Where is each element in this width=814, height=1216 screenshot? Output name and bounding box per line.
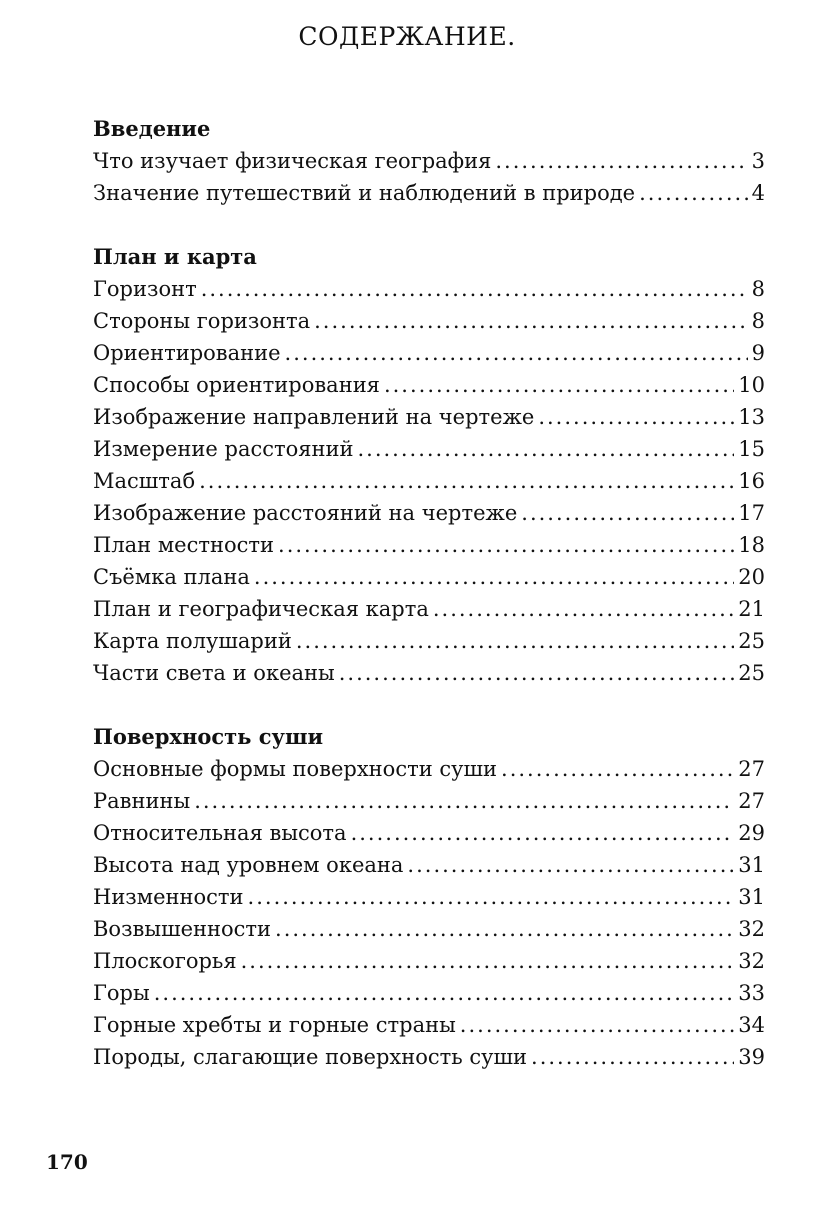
entry-page-number: 16 xyxy=(738,469,765,493)
toc-section xyxy=(93,241,765,689)
toc-section xyxy=(93,721,765,1073)
toc-entry xyxy=(93,497,765,529)
entry-label: Значение путешествий и наблюдений в природе xyxy=(93,181,636,205)
entry-label: Горные хребты и горные страны xyxy=(93,1013,456,1037)
toc-entry xyxy=(93,273,765,305)
toc-entry xyxy=(93,785,765,817)
dot-leader xyxy=(351,817,735,849)
toc-entry xyxy=(93,337,765,369)
dot-leader xyxy=(248,881,735,913)
toc-entry xyxy=(93,977,765,1009)
entry-label: Равнины xyxy=(93,789,191,813)
dot-leader xyxy=(407,849,734,881)
dot-leader xyxy=(433,593,734,625)
toc-entry xyxy=(93,465,765,497)
entry-page-number: 10 xyxy=(738,373,765,397)
entry-label: Ориентирование xyxy=(93,341,281,365)
entry-label: План и географическая карта xyxy=(93,597,429,621)
dot-leader xyxy=(339,657,735,689)
dot-leader xyxy=(531,1041,734,1073)
entry-page-number: 33 xyxy=(738,981,765,1005)
entry-page-number: 17 xyxy=(738,501,765,525)
entry-page-number: 27 xyxy=(738,789,765,813)
dot-leader xyxy=(201,273,748,305)
entry-label: Горы xyxy=(93,981,150,1005)
toc-entry xyxy=(93,401,765,433)
entry-page-number: 25 xyxy=(738,661,765,685)
dot-leader xyxy=(521,497,734,529)
toc-entry xyxy=(93,1009,765,1041)
entry-page-number: 31 xyxy=(738,853,765,877)
entry-page-number: 13 xyxy=(738,405,765,429)
entry-label: Измерение расстояний xyxy=(93,437,354,461)
dot-leader xyxy=(460,1009,734,1041)
toc-entry xyxy=(93,561,765,593)
dot-leader xyxy=(275,913,734,945)
entry-label: Что изучает физическая география xyxy=(93,149,492,173)
section-heading: Введение xyxy=(93,116,211,141)
dot-leader xyxy=(357,433,734,465)
dot-leader xyxy=(285,337,748,369)
entry-page-number: 3 xyxy=(751,149,765,173)
entry-label: Относительная высота xyxy=(93,821,347,845)
dot-leader xyxy=(254,561,734,593)
toc-entry xyxy=(93,625,765,657)
entry-page-number: 18 xyxy=(738,533,765,557)
entry-label: Высота над уровнем океана xyxy=(93,853,404,877)
entry-label: Части света и океаны xyxy=(93,661,335,685)
page-title: СОДЕРЖАНИЕ. xyxy=(298,22,516,51)
entry-page-number: 20 xyxy=(738,565,765,589)
entry-label: План местности xyxy=(93,533,275,557)
dot-leader xyxy=(296,625,734,657)
dot-leader xyxy=(314,305,748,337)
entry-page-number: 27 xyxy=(738,757,765,781)
toc-entry xyxy=(93,529,765,561)
dot-leader xyxy=(495,145,747,177)
entry-page-number: 8 xyxy=(751,277,765,301)
entry-page-number: 29 xyxy=(738,821,765,845)
table-of-contents xyxy=(93,113,765,1105)
toc-entry xyxy=(93,849,765,881)
toc-entry xyxy=(93,753,765,785)
entry-page-number: 32 xyxy=(738,949,765,973)
toc-entry xyxy=(93,305,765,337)
entry-label: Съёмка плана xyxy=(93,565,250,589)
section-heading: Поверхность суши xyxy=(93,724,324,749)
toc-entry xyxy=(93,945,765,977)
dot-leader xyxy=(199,465,734,497)
page-number: 170 xyxy=(46,1150,88,1174)
dot-leader xyxy=(194,785,734,817)
entry-label: Основные формы поверхности суши xyxy=(93,757,498,781)
dot-leader xyxy=(639,177,748,209)
toc-entry xyxy=(93,369,765,401)
entry-label: Карта полушарий xyxy=(93,629,292,653)
entry-page-number: 25 xyxy=(738,629,765,653)
toc-entry xyxy=(93,1041,765,1073)
dot-leader xyxy=(241,945,735,977)
toc-entry xyxy=(93,593,765,625)
toc-entry xyxy=(93,657,765,689)
dot-leader xyxy=(501,753,734,785)
dot-leader xyxy=(154,977,735,1009)
entry-label: Низменности xyxy=(93,885,244,909)
entry-page-number: 31 xyxy=(738,885,765,909)
toc-entry xyxy=(93,433,765,465)
entry-label: Изображение расстояний на чертеже xyxy=(93,501,518,525)
entry-label: Способы ориентирования xyxy=(93,373,380,397)
entry-label: Стороны горизонта xyxy=(93,309,311,333)
entry-label: Плоскогорья xyxy=(93,949,237,973)
section-heading: План и карта xyxy=(93,244,257,269)
toc-entry xyxy=(93,913,765,945)
entry-label: Масштаб xyxy=(93,469,196,493)
entry-page-number: 4 xyxy=(751,181,765,205)
toc-entry xyxy=(93,881,765,913)
entry-page-number: 8 xyxy=(751,309,765,333)
toc-section xyxy=(93,113,765,209)
entry-page-number: 21 xyxy=(738,597,765,621)
entry-page-number: 9 xyxy=(751,341,765,365)
entry-label: Возвышенности xyxy=(93,917,272,941)
toc-entry xyxy=(93,145,765,177)
entry-page-number: 34 xyxy=(738,1013,765,1037)
entry-label: Изображение направлений на чертеже xyxy=(93,405,535,429)
entry-page-number: 39 xyxy=(738,1045,765,1069)
entry-label: Породы, слагающие поверхность суши xyxy=(93,1045,528,1069)
dot-leader xyxy=(384,369,734,401)
toc-entry xyxy=(93,177,765,209)
entry-page-number: 15 xyxy=(738,437,765,461)
toc-entry xyxy=(93,817,765,849)
entry-label: Горизонт xyxy=(93,277,197,301)
dot-leader xyxy=(538,401,734,433)
entry-page-number: 32 xyxy=(738,917,765,941)
dot-leader xyxy=(278,529,734,561)
